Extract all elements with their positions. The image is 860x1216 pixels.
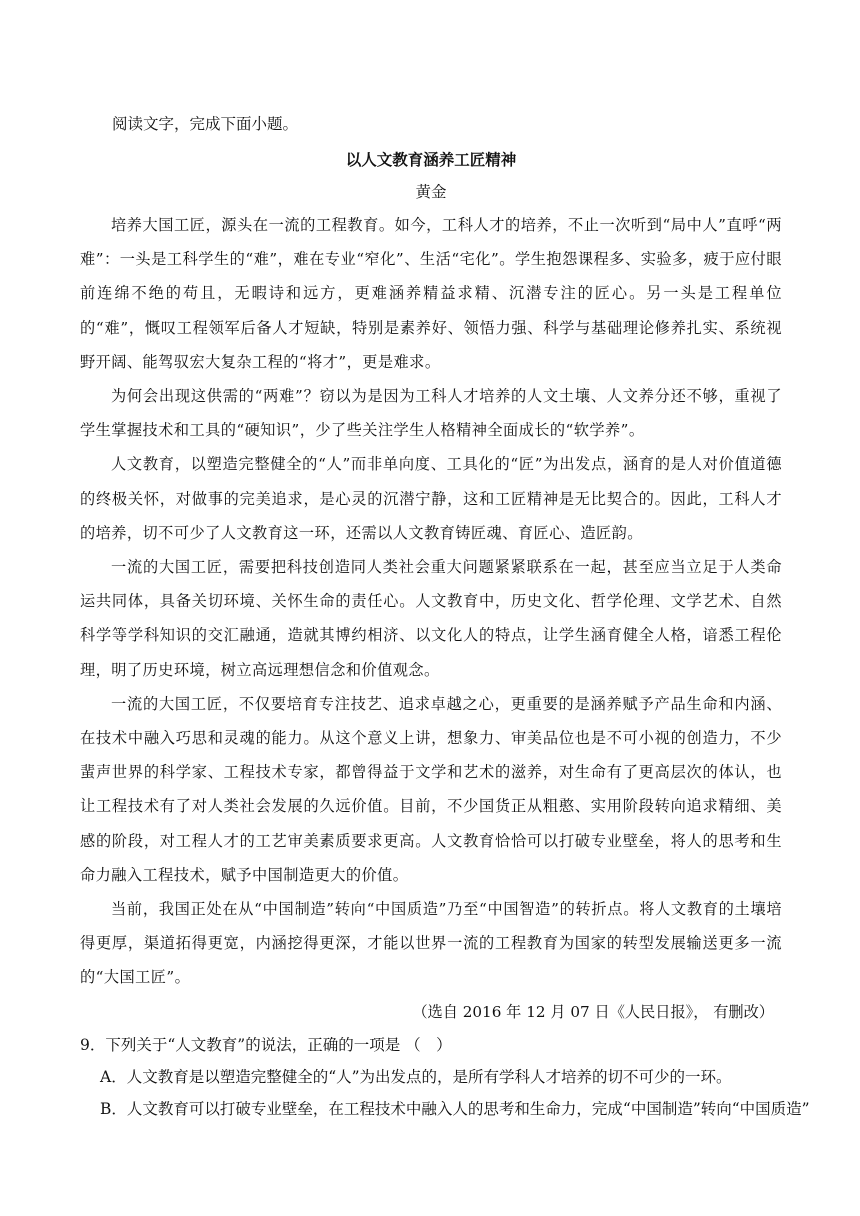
article-paragraph-3: 人文教育，以塑造完整健全的“人”而非单向度、工具化的“匠”为出发点，涵育的是人对价值道德的终极关怀，对做事的完美追求，是心灵的沉潜宁静，这和工匠精神是无比契合的。因此，工科人才的培养，切不可少了人文教育这一环，还需以人文教育铸匠魂、育匠心、造匠韵。 [80, 455, 782, 542]
article-paragraph-2: 为何会出现这供需的“两难”？窃以为是因为工科人才培养的人文土壤、人文养分还不够，重视了学生掌握技术和工具的“硬知识”，少了些关注学生人格精神全面成长的“软学养”。 [80, 387, 782, 440]
reading-instruction: 阅读文字，完成下面小题。 [112, 115, 299, 133]
article-body [80, 208, 782, 995]
document-page [80, 108, 810, 1125]
article-source: （选自 2016 年 12 月 07 日《人民日报》， 有删改） [412, 1002, 774, 1021]
article-paragraph-4: 一流的大国工匠，需要把科技创造同人类社会重大问题紧紧联系在一起，甚至应当立足于人类命运共同体，具备关切环境、关怀生命的责任心。人文教育中，历史文化、哲学伦理、文学艺术、自然科学等学科知识的交汇融通，造就其博约相济、以文化人的特点，让学生涵育健全人格，谙悉工程伦理，明了历史环境，树立高远理想信念和价值观念。 [80, 558, 782, 679]
article-paragraph-5: 一流的大国工匠，不仅要培育专注技艺、追求卓越之心，更重要的是涵养赋予产品生命和内涵、在技术中融入巧思和灵魂的能力。从这个意义上讲，想象力、审美品位也是不可小视的创造力，不少蜚声世界的科学家、工程技术专家，都曾得益于文学和艺术的滋养，对生命有了更高层次的体认，也让工程技术有了对人类社会发展的久远价值。目前，不少国货正从粗憨、实用阶段转向追求精细、美感的阶段，对工程人才的工艺审美素质要求更高。人文教育恰恰可以打破专业壁垒，将人的思考和生命力融入工程技术，赋予中国制造更大的价值。 [80, 694, 782, 884]
article-paragraph-1: 培养大国工匠，源头在一流的工程教育。如今，工科人才的培养，不止一次听到“局中人”直呼“两难”：一头是工科学生的“难”，难在专业“窄化”、生活“宅化”。学生抱怨课程多、实验多，疲于应付眼前连绵不绝的苟且，无暇诗和远方，更难涵养精益求精、沉潜专注的匠心。另一头是工程单位的“难”，慨叹工程领军后备人才短缺，特别是素养好、领悟力强、科学与基础理论修养扎实、系统视野开阔、能驾驭宏大复杂工程的“将才”，更是难求。 [80, 216, 782, 371]
article-title: 以人文教育涵养工匠精神 [345, 150, 517, 169]
article-author: 黄金 [415, 183, 447, 201]
question-stem: 9．下列关于“人文教育”的说法，正确的一项是 （ ） [80, 1035, 452, 1054]
option-b: B．人文教育可以打破专业壁垒，在工程技术中融入人的思考和生命力，完成“中国制造”转向“中国质造” [100, 1099, 810, 1118]
option-a: A．人文教育是以塑造完整健全的“人”为出发点的，是所有学科人才培养的切不可少的一环。 [100, 1067, 732, 1086]
article-paragraph-6: 当前，我国正处在从“中国制造”转向“中国质造”乃至“中国智造”的转折点。将人文教育的土壤培得更厚，渠道拓得更宽，内涵挖得更深，才能以世界一流的工程教育为国家的转型发展输送更多一流的“大国工匠”。 [80, 900, 782, 987]
question-block [80, 1029, 810, 1125]
